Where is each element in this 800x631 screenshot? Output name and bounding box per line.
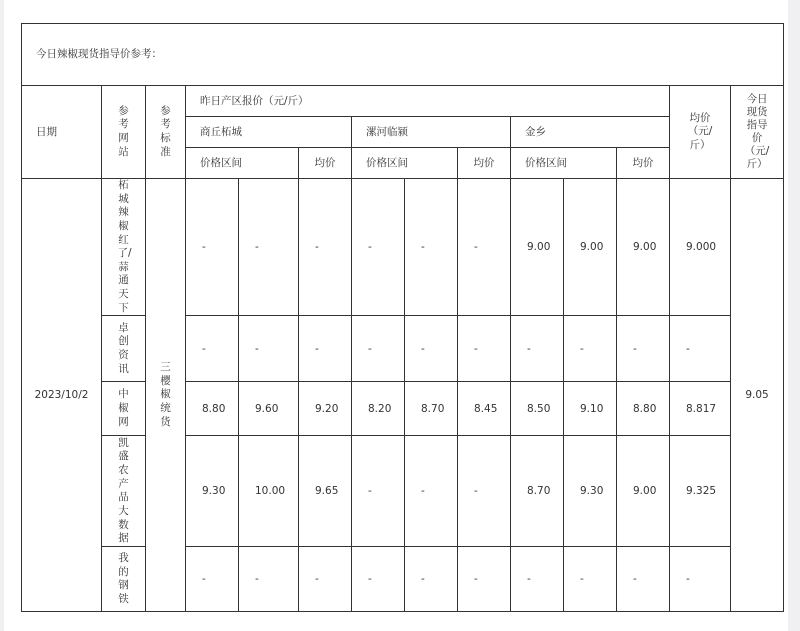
value-cell: - [239, 179, 299, 316]
value-cell: - [352, 436, 405, 547]
header-row-1 [22, 86, 784, 117]
value-cell: 8.50 [511, 382, 564, 436]
region-jinxiang: 金乡 [511, 117, 670, 148]
today-price-header: 今日现货指导价（元/斤） [731, 86, 784, 179]
region-luohe: 漯河临颍 [352, 117, 511, 148]
value-cell: 8.80 [617, 382, 670, 436]
table-title: 今日辣椒现货指导价参考： [22, 24, 784, 86]
price-table [21, 23, 784, 612]
value-cell: - [564, 316, 617, 382]
value-cell: - [458, 436, 511, 547]
range-header-2: 价格区间 [352, 148, 458, 179]
value-cell: - [299, 316, 352, 382]
title-row [22, 24, 784, 86]
standard-header: 参考标准 [146, 86, 186, 179]
source-name: 我的钢铁 [102, 547, 146, 612]
source-name: 中椒网 [102, 382, 146, 436]
value-cell: - [239, 316, 299, 382]
value-cell: - [299, 179, 352, 316]
value-cell: - [239, 547, 299, 612]
value-cell: 9.00 [511, 179, 564, 316]
value-cell: 8.70 [405, 382, 458, 436]
avg-cell: - [670, 316, 731, 382]
table-row [22, 547, 784, 612]
left-edge [0, 0, 4, 631]
date-cell: 2023/10/2 [22, 179, 102, 612]
value-cell: - [405, 316, 458, 382]
value-cell: - [511, 547, 564, 612]
range-header-1: 价格区间 [186, 148, 299, 179]
avg-header-3: 均价 [617, 148, 670, 179]
yesterday-header: 昨日产区报价（元/斤） [186, 86, 670, 117]
avg-cell: - [670, 547, 731, 612]
value-cell: 9.30 [564, 436, 617, 547]
value-cell: - [458, 316, 511, 382]
avg-price-header: 均价（元/斤） [670, 86, 731, 179]
value-cell: - [405, 547, 458, 612]
avg-header-1: 均价 [299, 148, 352, 179]
value-cell: 8.20 [352, 382, 405, 436]
avg-header-2: 均价 [458, 148, 511, 179]
region-shangqiu: 商丘柘城 [186, 117, 352, 148]
table-row [22, 382, 784, 436]
value-cell: - [617, 316, 670, 382]
range-header-3: 价格区间 [511, 148, 617, 179]
value-cell: - [617, 547, 670, 612]
value-cell: 9.60 [239, 382, 299, 436]
value-cell: - [458, 179, 511, 316]
right-edge [788, 0, 800, 631]
table-row [22, 436, 784, 547]
value-cell: 8.70 [511, 436, 564, 547]
value-cell: - [186, 316, 239, 382]
value-cell: 9.65 [299, 436, 352, 547]
value-cell: 9.10 [564, 382, 617, 436]
value-cell: - [352, 547, 405, 612]
value-cell: 8.45 [458, 382, 511, 436]
avg-cell: 9.000 [670, 179, 731, 316]
source-name: 卓创资讯 [102, 316, 146, 382]
value-cell: - [186, 179, 239, 316]
value-cell: 9.20 [299, 382, 352, 436]
source-name: 柘城辣椒红了/蒜通天下 [102, 179, 146, 316]
value-cell: - [186, 547, 239, 612]
today-price-cell: 9.05 [731, 179, 784, 612]
value-cell: - [564, 547, 617, 612]
avg-cell: 8.817 [670, 382, 731, 436]
avg-cell: 9.325 [670, 436, 731, 547]
value-cell: - [299, 547, 352, 612]
value-cell: 9.00 [617, 179, 670, 316]
value-cell: - [405, 436, 458, 547]
value-cell: - [458, 547, 511, 612]
site-header: 参考网站 [102, 86, 146, 179]
standard-cell: 三樱椒统货 [146, 179, 186, 612]
value-cell: - [511, 316, 564, 382]
value-cell: - [352, 316, 405, 382]
value-cell: 8.80 [186, 382, 239, 436]
value-cell: - [405, 179, 458, 316]
value-cell: 9.30 [186, 436, 239, 547]
table-row [22, 179, 784, 316]
source-name: 凯盛农产品大数据 [102, 436, 146, 547]
value-cell: 9.00 [617, 436, 670, 547]
value-cell: - [352, 179, 405, 316]
date-header: 日期 [22, 86, 102, 179]
value-cell: 9.00 [564, 179, 617, 316]
value-cell: 10.00 [239, 436, 299, 547]
table-row [22, 316, 784, 382]
